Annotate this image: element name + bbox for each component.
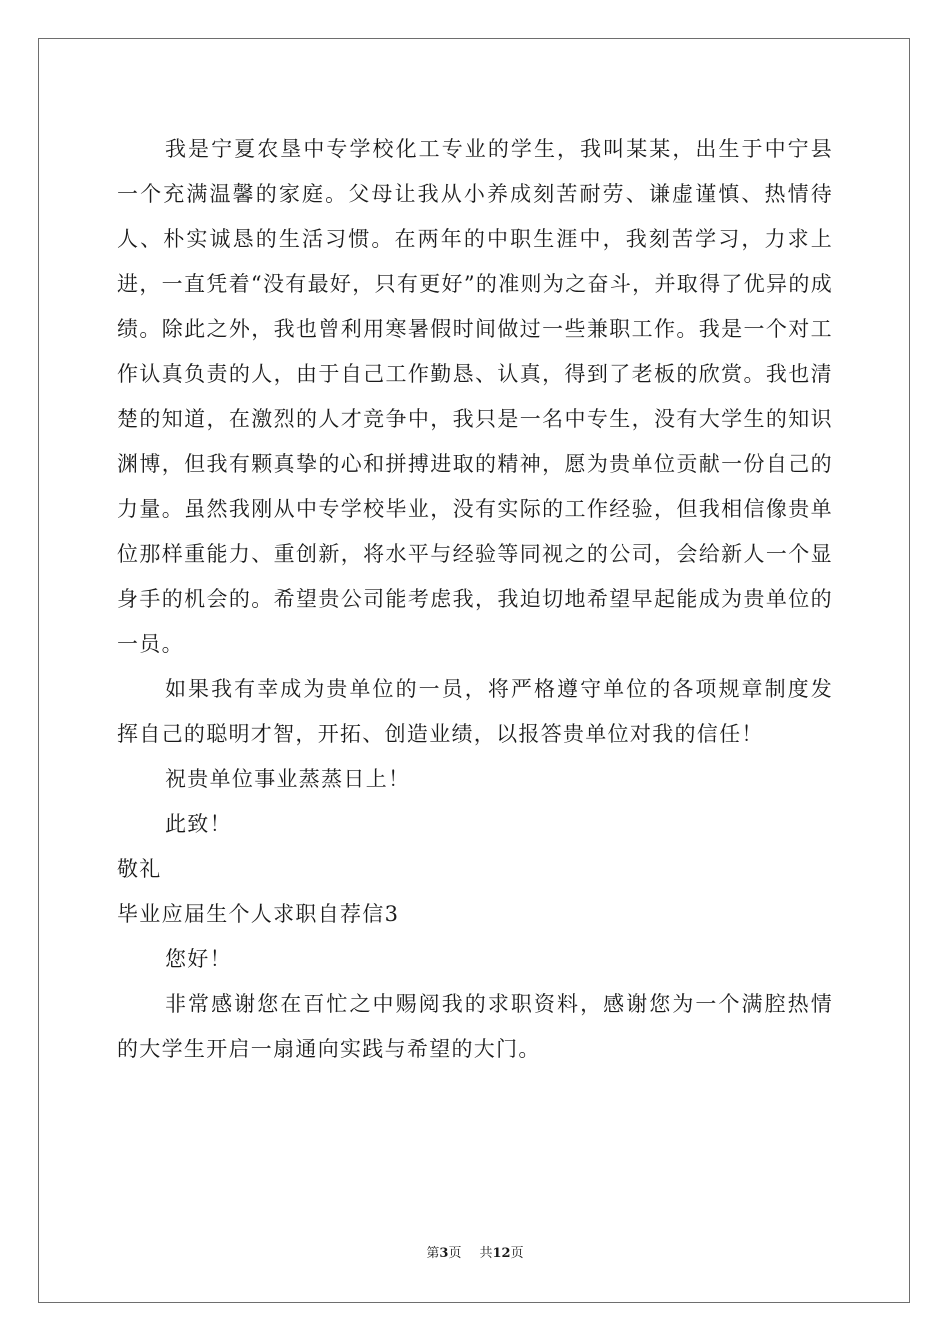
total-suffix: 页 — [510, 1246, 524, 1261]
page-prefix: 第 — [426, 1246, 440, 1261]
total-prefix: 共 — [479, 1246, 493, 1261]
page-number: 3 — [439, 1246, 449, 1261]
document-body — [117, 127, 833, 1072]
total-pages: 12 — [492, 1246, 511, 1261]
paragraph-self-introduction: 我是宁夏农垦中专学校化工专业的学生，我叫某某，出生于中宁县一个充满温馨的家庭。父母让我从小养成刻苦耐劳、谦虚谨慎、热情待人、朴实诚恳的生活习惯。在两年的中职生涯中，我刻苦学习，力求上进，一直凭着“没有最好，只有更好”的准则为之奋斗，并取得了优异的成绩。除此之外，我也曾利用寒暑假时间做过一些兼职工作。我是一个对工作认真负责的人，由于自己工作勤恳、认真，得到了老板的欣赏。我也清楚的知道，在激烈的人才竞争中，我只是一名中专生，没有大学生的知识渊博，但我有颗真挚的心和拼搏进取的精神，愿为贵单位贡献一份自己的力量。虽然我刚从中专学校毕业，没有实际的工作经验，但我相信像贵单位那样重能力、重创新，将水平与经验等同视之的公司，会给新人一个显身手的机会的。希望贵公司能考虑我，我迫切地希望早起能成为贵单位的一员。 — [117, 137, 833, 656]
paragraph-commitment: 如果我有幸成为贵单位的一员，将严格遵守单位的各项规章制度发挥自己的聪明才智，开拓、创造业绩，以报答贵单位对我的信任！ — [117, 677, 833, 746]
greeting: 您好！ — [165, 947, 232, 971]
page-footer — [0, 1246, 950, 1262]
closing-regards: 敬礼 — [117, 857, 162, 881]
section-heading: 毕业应届生个人求职自荐信3 — [117, 902, 400, 926]
paragraph-wishes: 祝贵单位事业蒸蒸日上！ — [165, 767, 411, 791]
page-suffix: 页 — [448, 1246, 462, 1261]
closing-salutation: 此致！ — [165, 812, 232, 836]
paragraph-thanks: 非常感谢您在百忙之中赐阅我的求职资料，感谢您为一个满腔热情的大学生开启一扇通向实践与希望的大门。 — [117, 992, 833, 1061]
